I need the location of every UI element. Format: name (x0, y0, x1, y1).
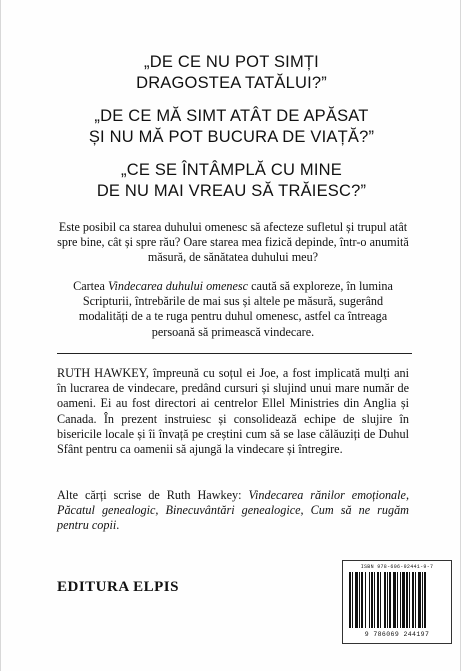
barcode-bars (347, 572, 447, 630)
book-description (57, 279, 409, 340)
barcode-digits: 9 786069 244197 (364, 631, 430, 638)
question-2-line-2: ȘI NU MĂ POT BUCURA DE VIAȚĂ?” (88, 128, 375, 146)
other-books (57, 488, 409, 534)
other-books-titles: Vindecarea rănilor emoționale, Păcatul genealogic, Binecuvântări genealogice, Cum să ne rugăm pentru copii (57, 488, 409, 533)
isbn-barcode (342, 560, 452, 644)
question-3 (1, 160, 461, 202)
question-2-line-1: „DE CE MĂ SIMT ATÂT DE APĂSAT (94, 107, 369, 125)
question-3-line-1: „CE SE ÎNTÂMPLĂ CU MINE (121, 161, 342, 179)
question-1-line-2: DRAGOSTEA TATĂLUI?” (136, 74, 327, 92)
isbn-text: ISBN 978-606-92441-9-7 (360, 564, 434, 570)
book-description-prefix: Cartea (73, 279, 108, 293)
question-3-line-2: DE NU MAI VREAU SĂ TRĂIESC?” (96, 182, 367, 200)
question-2 (1, 106, 461, 148)
question-1 (1, 52, 461, 94)
intro-paragraph: Este posibil ca starea duhului omenesc să afecteze sufletul și trupul atât spre bine, cât și spre rău? Oare starea mea fizică depinde, într-o anumită măsură, de sănătatea duhului meu? (57, 220, 409, 265)
book-title: Vindecarea duhului omenesc (107, 279, 249, 293)
divider-line (57, 353, 412, 354)
question-1-line-1: „DE CE NU POT SIMȚI (144, 53, 319, 71)
publisher-name: EDITURA ELPIS (57, 579, 179, 595)
book-description-rest: caută să exploreze, în lumina Scripturii, întrebările de mai sus și altele pe măsură, sugerând modalități de a te ruga pentru duhul omenesc, astfel ca întreaga persoană să primească vindecare. (78, 279, 393, 339)
other-books-prefix: Alte cărți scrise de Ruth Hawkey: (57, 488, 249, 502)
other-books-suffix: . (116, 518, 120, 533)
author-bio: RUTH HAWKEY, împreună cu soțul ei Joe, a fost implicată mulți ani în lucrarea de vindecare, predând cursuri și slujind unui mare număr de oameni. Ei au fost directori ai centrelor Ellel Ministries din Anglia și Canada. În prezent instruiesc și consolidează echipe de slujire în bisericile locale și îi învață pe creștini cum să se lase călăuziți de Duhul Sfânt pentru ca oamenii să ajungă la vindecare și întregire. (57, 366, 409, 457)
